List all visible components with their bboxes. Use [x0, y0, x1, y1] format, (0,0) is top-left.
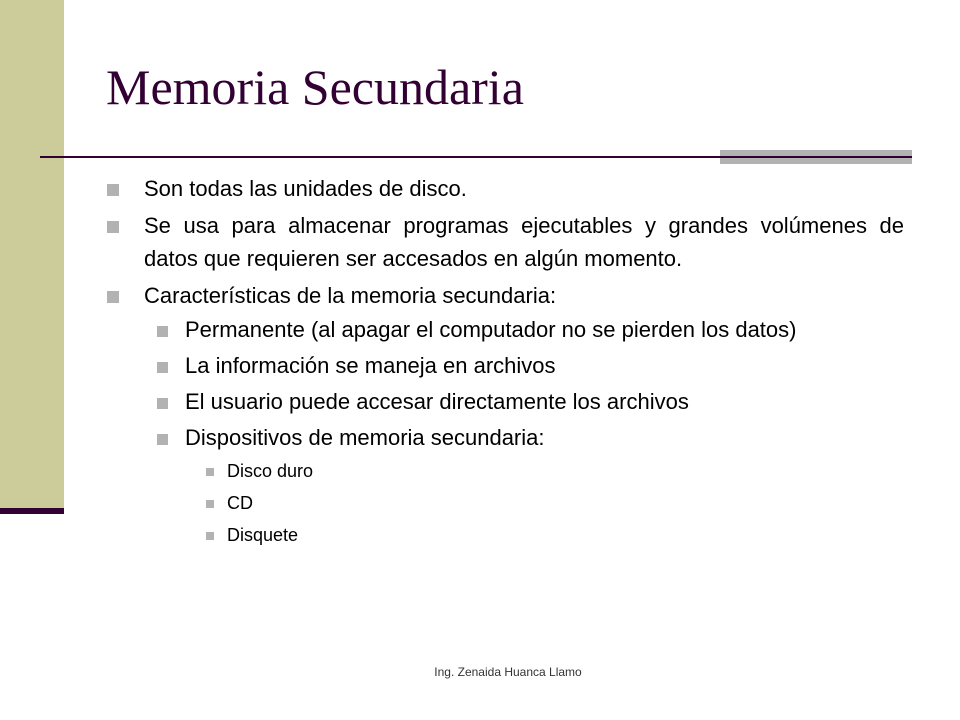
slide-title: Memoria Secundaria — [106, 59, 524, 115]
square-bullet-icon — [157, 398, 168, 409]
sub-bullet-item — [144, 352, 904, 380]
square-bullet-icon — [107, 221, 119, 233]
bullet-item — [104, 172, 904, 205]
sub-bullet-text: Dispositivos de memoria secundaria: — [185, 425, 545, 450]
bullet-text: Son todas las unidades de disco. — [144, 176, 467, 201]
square-bullet-icon — [107, 291, 119, 303]
bullet-item — [104, 209, 904, 275]
square-bullet-icon — [206, 532, 214, 540]
device-item — [186, 458, 904, 484]
left-decorative-band — [0, 0, 64, 512]
left-accent-bar — [0, 508, 64, 514]
bullet-item — [104, 279, 904, 312]
sub-bullet-text: Permanente (al apagar el computador no se pierden los datos) — [185, 317, 797, 342]
device-text: Disquete — [227, 525, 299, 545]
title-accent-line — [720, 156, 912, 158]
sub-bullet-item — [144, 388, 904, 416]
sub-bullet-item — [144, 316, 904, 344]
sub-bullet-text: La información se maneja en archivos — [185, 353, 556, 378]
sub-bullet-item — [144, 424, 904, 452]
bullet-text: Características de la memoria secundaria: — [144, 283, 557, 308]
device-item — [186, 522, 904, 548]
square-bullet-icon — [157, 434, 168, 445]
square-bullet-icon — [107, 184, 119, 196]
square-bullet-icon — [157, 326, 168, 337]
device-text: Disco duro — [227, 461, 314, 481]
square-bullet-icon — [206, 468, 214, 476]
sub-bullet-text: El usuario puede accesar directamente los archivos — [185, 389, 689, 414]
square-bullet-icon — [206, 500, 214, 508]
device-item — [186, 490, 904, 516]
bullet-text: Se usa para almacenar programas ejecutables y grandes volúmenes de datos que requieren ser accesados en algún momento. — [144, 213, 904, 271]
square-bullet-icon — [157, 362, 168, 373]
slide-footer: Ing. Zenaida Huanca Llamo — [434, 665, 582, 679]
device-text: CD — [227, 493, 253, 513]
bullet-list — [104, 172, 904, 554]
